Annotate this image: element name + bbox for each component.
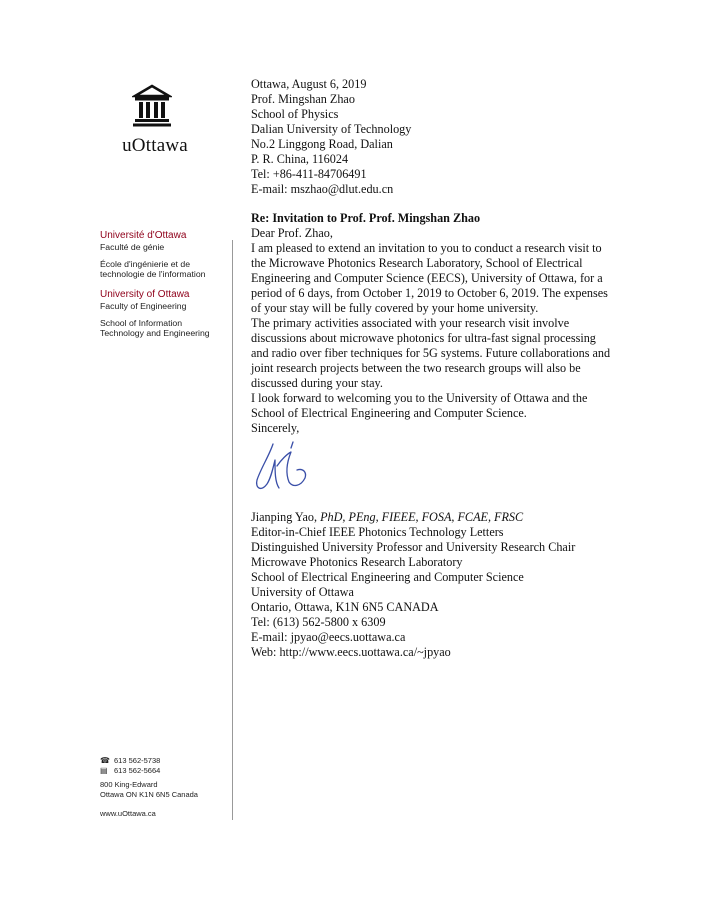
english-letterhead: [100, 289, 228, 339]
recipient-address: [251, 92, 611, 197]
closing: Sincerely,: [251, 421, 300, 435]
body-paragraph: The primary activities associated with your research visit involve discussions about microwave photonics for ultra-fast signal processing and radio over fiber techniques for 5G systems. Future collaborations and joint research projects between the two research groups will also be discussed during your stay.: [251, 316, 611, 390]
signer-credentials: PhD, PEng, FIEEE, FOSA, FCAE, FRSC: [320, 510, 524, 524]
signer-line: Distinguished University Professor and University Research Chair: [251, 540, 576, 554]
school-line2-fr: technologie de l'information: [100, 269, 206, 279]
signer-line: Web: http://www.eecs.uottawa.ca/~jpyao: [251, 645, 451, 659]
handwritten-signature: [251, 438, 321, 494]
phone-icon: ☎: [100, 756, 110, 765]
signer-name-line: [251, 510, 611, 525]
address-line2: Ottawa ON K1N 6N5 Canada: [100, 790, 198, 799]
building-icon: [132, 84, 172, 128]
school-line1-en: School of Information: [100, 317, 183, 328]
phone-number: 613 562-5738: [114, 756, 161, 765]
recipient-line: E-mail: mszhao@dlut.edu.cn: [251, 182, 394, 196]
recipient-line: P. R. China, 116024: [251, 152, 349, 166]
website: www.uOttawa.ca: [100, 809, 156, 818]
signer-line: University of Ottawa: [251, 585, 354, 599]
body-paragraph: I look forward to welcoming you to the University of Ottawa and the School of Electrical Engineering and Computer Science.: [251, 391, 588, 420]
letter-body: [251, 77, 611, 660]
fax-icon: ▤: [100, 766, 108, 775]
recipient-line: No.2 Linggong Road, Dalian: [251, 137, 393, 151]
subject-line: Re: Invitation to Prof. Prof. Mingshan Zhao: [251, 211, 481, 225]
signer-line: E-mail: jpyao@eecs.uottawa.ca: [251, 630, 406, 644]
salutation: Dear Prof. Zhao,: [251, 226, 333, 240]
fax-number: 613 562-5664: [114, 766, 161, 775]
signer-line: School of Electrical Engineering and Computer Science: [251, 570, 524, 584]
university-name-fr: Université d'Ottawa: [100, 230, 187, 241]
recipient-line: Prof. Mingshan Zhao: [251, 92, 355, 106]
signer-name: Jianping Yao,: [251, 510, 321, 524]
signer-line: Microwave Photonics Research Laboratory: [251, 555, 463, 569]
french-letterhead: [100, 230, 228, 280]
fax-row: [100, 766, 230, 776]
signer-line: Ontario, Ottawa, K1N 6N5 CANADA: [251, 600, 439, 614]
faculty-name-fr: Faculté de génie: [100, 242, 165, 252]
signature-block: [251, 510, 611, 660]
phone-row: [100, 756, 230, 766]
faculty-name-en: Faculty of Engineering: [100, 301, 187, 311]
university-name-en: University of Ottawa: [100, 289, 190, 300]
letterhead-contact: [100, 756, 230, 819]
address-line1: 800 King-Edward: [100, 780, 158, 789]
university-logo: [118, 84, 188, 128]
body-paragraph: I am pleased to extend an invitation to you to conduct a research visit to the Microwave Photonics Research Laboratory, School of Electrical Engineering and Computer Science (EECS), University of Ottawa, for a period of 6 days, from October 1, 2019 to October 6, 2019. The expenses of your stay will be fully covered by your home university.: [251, 241, 608, 315]
letter-date: Ottawa, August 6, 2019: [251, 77, 367, 91]
signer-line: Editor-in-Chief IEEE Photonics Technology Letters: [251, 525, 504, 539]
signer-line: Tel: (613) 562-5800 x 6309: [251, 615, 386, 629]
school-line2-en: Technology and Engineering: [100, 328, 210, 338]
school-line1-fr: École d'ingénierie et de: [100, 258, 191, 269]
recipient-line: Dalian University of Technology: [251, 122, 412, 136]
recipient-line: Tel: +86-411-84706491: [251, 167, 367, 181]
brand-wordmark: uOttawa: [122, 135, 188, 156]
recipient-line: School of Physics: [251, 107, 339, 121]
column-divider: [232, 240, 233, 820]
